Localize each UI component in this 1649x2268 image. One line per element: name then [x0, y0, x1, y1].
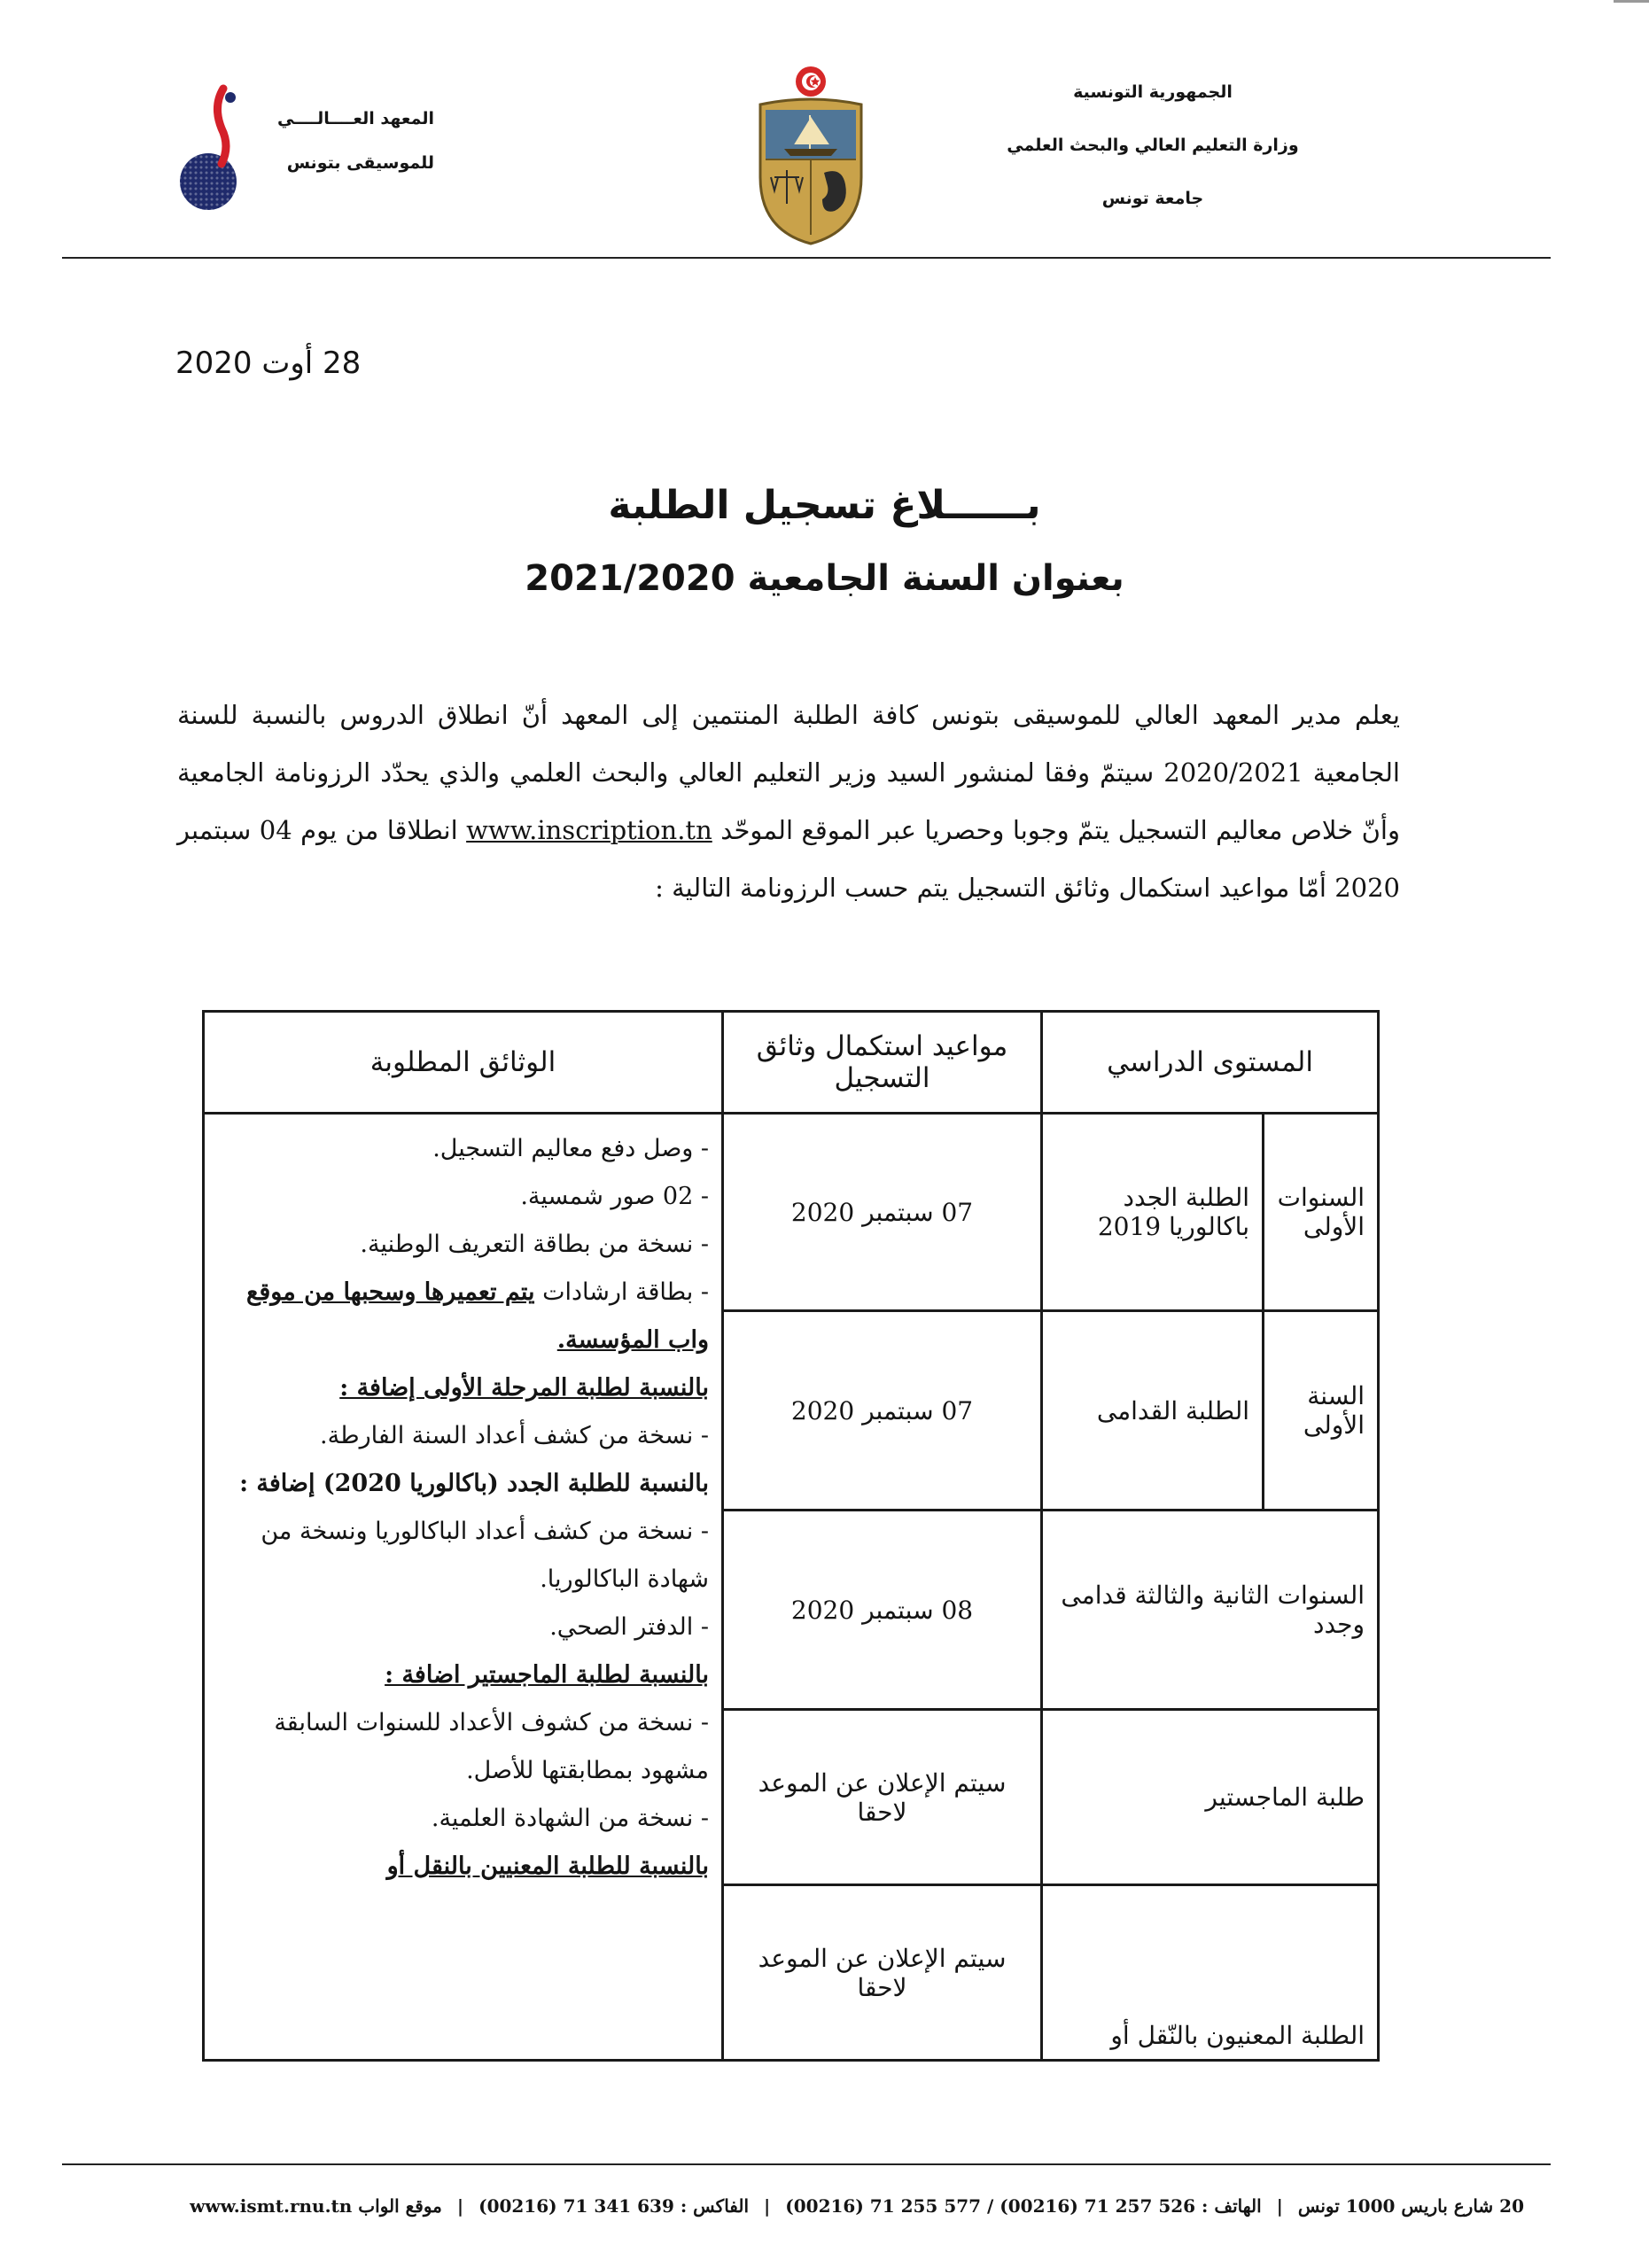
- notice-body: [177, 687, 1400, 917]
- footer-divider: [62, 2163, 1551, 2165]
- row-date: 07 سبتمبر 2020: [723, 1114, 1042, 1311]
- doc-item: - وصل دفع معاليم التسجيل.: [432, 1135, 709, 1162]
- header-dates: مواعيد استكمال وثائق التسجيل: [723, 1012, 1042, 1114]
- row-level: طلبة الماجستير: [1042, 1710, 1379, 1885]
- doc-item: - نسخة من كشف أعداد الباكالوريا ونسخة من شهادة الباكالوريا.: [261, 1518, 709, 1593]
- row-sublevel: الطلبة القدامى: [1042, 1311, 1264, 1511]
- row-level: الطلبة المعنيون بالنّقل أو: [1042, 1885, 1379, 2061]
- doc-item: - بطاقة ارشادات: [542, 1278, 709, 1306]
- doc-section-heading: بالنسبة لطلبة الماجستير اضافة :: [385, 1661, 709, 1689]
- doc-section-heading: بالنسبة للطلبة الجدد (باكالوريا 2020) إضافة :: [239, 1470, 709, 1497]
- header-documents: الوثائق المطلوبة: [204, 1012, 723, 1114]
- required-documents-cell: [204, 1114, 723, 2061]
- table-header-row: [204, 1012, 1379, 1114]
- header-divider: [62, 257, 1551, 259]
- notice-subtitle: بعنوان السنة الجامعية 2021/2020: [525, 558, 1124, 599]
- row-level: السنة الأولى: [1264, 1311, 1379, 1511]
- doc-item-card: [217, 1269, 709, 1364]
- footer-address: 20 شارع باريس 1000 تونس: [1297, 2195, 1524, 2217]
- row-level: السنوات الثانية والثالثة قدامى وجدد: [1042, 1511, 1379, 1710]
- doc-item: - 02 صور شمسية.: [520, 1183, 709, 1210]
- footer-fax: الفاكس : 639 341 71 (00216): [478, 2195, 750, 2217]
- institute-name-line2: للموسيقى بتونس: [286, 153, 434, 173]
- university-name: جامعة تونس: [1101, 189, 1204, 208]
- scan-edge-mark: [1614, 0, 1649, 3]
- doc-item: - نسخة من كشف أعداد السنة الفارطة.: [320, 1422, 709, 1449]
- inscription-link[interactable]: www.inscription.tn: [466, 815, 712, 845]
- row-sublevel: الطلبة الجدد باكالوريا 2019: [1042, 1114, 1264, 1311]
- doc-item: - نسخة من الشهادة العلمية.: [431, 1805, 709, 1832]
- body-text-part2: انطلاقا من يوم 04 سبتمبر 2020 أمّا مواعيد استكمال وثائق التسجيل يتم حسب الرزونامة التالية :: [177, 815, 1400, 903]
- doc-section-heading: بالنسبة للطلبة المعنيين بالنقل أو: [386, 1852, 709, 1880]
- header-level: المستوى الدراسي: [1042, 1012, 1379, 1114]
- doc-item-note: يتم تعميرها وسحبها من موقع واب المؤسسة.: [245, 1278, 709, 1354]
- doc-item: - الدفتر الصحي.: [549, 1613, 709, 1641]
- row-date: 07 سبتمبر 2020: [723, 1311, 1042, 1511]
- republic-name: الجمهورية التونسية: [1073, 82, 1233, 102]
- doc-item: - نسخة من كشوف الأعداد للسنوات السابقة مشهود بمطابقتها للأصل.: [274, 1709, 709, 1784]
- institute-name-line1: المعهد العــــالــــي: [276, 109, 434, 128]
- footer-phone: الهاتف : 526 257 71 (00216) / 577 255 71 (00216): [785, 2195, 1262, 2217]
- institute-logo-icon: [177, 80, 275, 213]
- row-date: سيتم الإعلان عن الموعد لاحقا: [723, 1885, 1042, 2061]
- footer-contact: 20 شارع باريس 1000 تونس | الهاتف : 526 257 71 (00216) / 577 255 71 (00216) | الفاكس : 639 341 71 (00216) | موقع الواب www.ismt.rnu.tn: [190, 2195, 1524, 2217]
- tunisia-coat-of-arms-icon: [753, 62, 868, 248]
- row-date: 08 سبتمبر 2020: [723, 1511, 1042, 1710]
- row-level: السنوات الأولى: [1264, 1114, 1379, 1311]
- row-date: سيتم الإعلان عن الموعد لاحقا: [723, 1710, 1042, 1885]
- registration-schedule-table: [202, 1010, 1380, 2062]
- doc-item: - نسخة من بطاقة التعريف الوطنية.: [360, 1231, 709, 1258]
- document-date: 28 أوت 2020: [175, 346, 362, 381]
- ministry-name: وزارة التعليم العالي والبحث العلمي: [1007, 136, 1299, 155]
- table-row: [204, 1114, 1379, 1311]
- notice-title: بــــــلاغ تسجيل الطلبة: [608, 483, 1041, 528]
- footer-website[interactable]: موقع الواب www.ismt.rnu.tn: [190, 2195, 442, 2217]
- body-text-part1: يعلم مدير المعهد العالي للموسيقى بتونس كافة الطلبة المنتمين إلى المعهد أنّ انطلاق الدروس بالنسبة للسنة الجامعية 2020/2021 سيتمّ وفقا لمنشور السيد وزير التعليم العالي والبحث العلمي والذي يحدّد الرزونامة الجامعية وأنّ خلاص معاليم التسجيل يتمّ وجوبا وحصريا عبر الموقع الموحّد: [177, 700, 1400, 845]
- doc-section-heading: بالنسبة لطلبة المرحلة الأولى إضافة :: [339, 1374, 709, 1402]
